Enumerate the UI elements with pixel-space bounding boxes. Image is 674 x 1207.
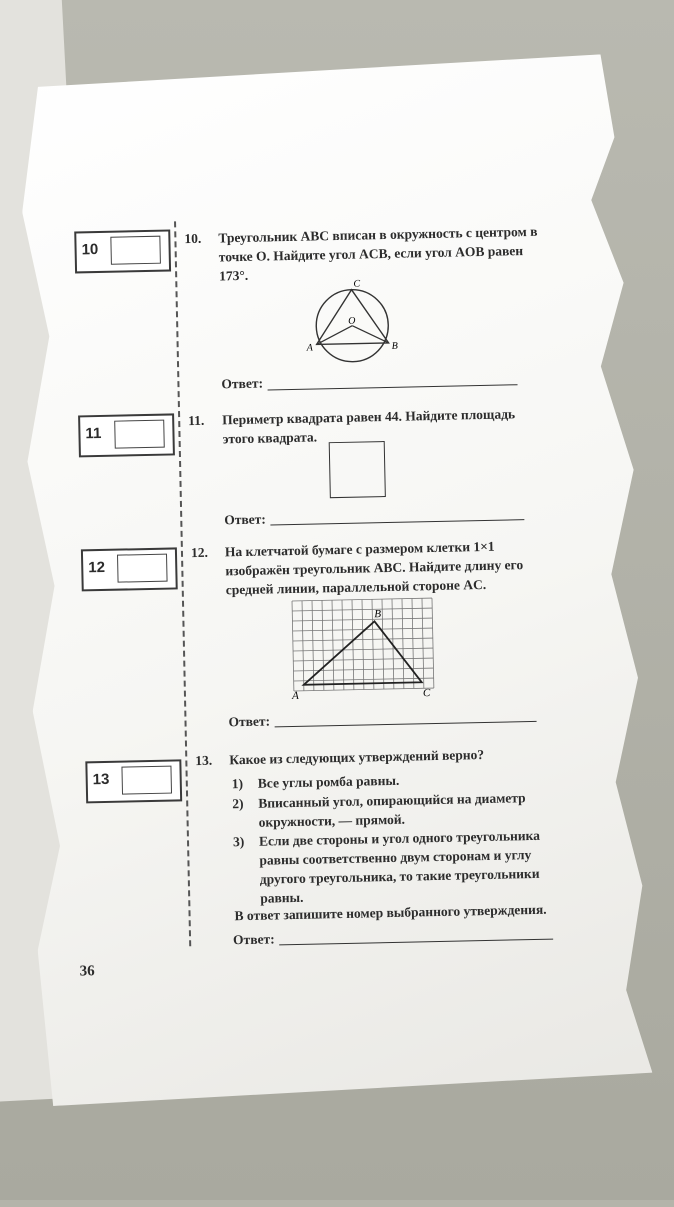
answer-box-field[interactable]	[121, 766, 172, 795]
vertex-label-b: B	[374, 608, 382, 621]
grid-line	[412, 598, 414, 688]
answer-box-field[interactable]	[114, 420, 165, 449]
answer-label: Ответ:	[232, 931, 275, 948]
grid-line	[422, 598, 424, 688]
answer-box-number: 13	[92, 770, 110, 789]
task-number: 10.	[184, 230, 202, 247]
answer-line[interactable]	[275, 721, 537, 727]
vertex-label-a: A	[306, 342, 313, 354]
circle-triangle-figure	[299, 279, 405, 385]
option-text: Все углы ромба равны.	[257, 772, 400, 791]
option-text: Вписанный угол, опирающийся на диаметр окружности, — прямой.	[258, 790, 526, 830]
grid-line	[322, 600, 324, 690]
answer-box-field[interactable]	[110, 236, 161, 265]
answer-label: Ответ:	[224, 511, 266, 528]
option-number: 3)	[232, 834, 245, 850]
option-text: Если две стороны и угол одного треугольника равны соответственно двум сторонам и углу другого треугольника, то такие треугольники равны.	[258, 827, 541, 906]
answer-box-12[interactable]	[81, 547, 178, 591]
answer-line[interactable]	[279, 939, 553, 946]
task-number: 12.	[190, 544, 209, 561]
vertex-label-a: A	[291, 689, 299, 703]
task-text: Треугольник ABC вписан в окружность с центром в точке O. Найдите угол ACB, если угол AOB равен 173°.	[218, 223, 538, 284]
grid-line	[332, 600, 334, 690]
grid-line	[352, 600, 354, 690]
answer-box-number: 12	[88, 558, 106, 577]
page-number: 36	[79, 963, 95, 980]
grid-line	[342, 600, 344, 690]
answer-box-10[interactable]	[74, 229, 171, 273]
grid-line	[402, 599, 404, 689]
task-number: 11.	[188, 412, 205, 429]
square-figure	[329, 441, 386, 498]
vertex-label-c: C	[353, 278, 361, 290]
instruction-text: В ответ запишите номер выбранного утверждения.	[234, 901, 547, 924]
grid-triangle-figure	[288, 594, 442, 705]
answer-box-field[interactable]	[117, 554, 168, 583]
grid-line	[302, 601, 304, 691]
vertex-label-b: B	[391, 340, 398, 352]
center-label-o: O	[348, 315, 356, 327]
answer-label: Ответ:	[228, 713, 271, 730]
grid-line	[432, 598, 434, 688]
vertex-label-c: C	[422, 687, 431, 700]
option-number: 2)	[232, 796, 244, 812]
answer-label: Ответ:	[221, 375, 264, 392]
answer-line[interactable]	[270, 519, 524, 525]
answer-box-number: 11	[85, 424, 102, 443]
grid-line	[292, 601, 294, 691]
task-13	[195, 744, 555, 771]
task-12	[191, 536, 552, 601]
task-10	[184, 222, 545, 287]
answer-line[interactable]	[268, 384, 518, 390]
answer-box-13[interactable]	[85, 759, 182, 803]
task-text: Периметр квадрата равен 44. Найдите площадь этого квадрата.	[222, 406, 516, 447]
grid-line	[382, 599, 384, 689]
task-text: Какое из следующих утверждений верно?	[229, 747, 485, 768]
option-3	[233, 825, 565, 908]
task-text: На клетчатой бумаге с размером клетки 1×1 изображён треугольник ABC. Найдите длину его средней линии, параллельной стороне AC.	[224, 538, 524, 598]
grid-line	[362, 600, 364, 690]
answer-box-11[interactable]	[78, 413, 175, 457]
task-number: 13.	[195, 752, 213, 769]
answer-box-number: 10	[81, 240, 99, 259]
option-number: 1)	[231, 776, 244, 792]
